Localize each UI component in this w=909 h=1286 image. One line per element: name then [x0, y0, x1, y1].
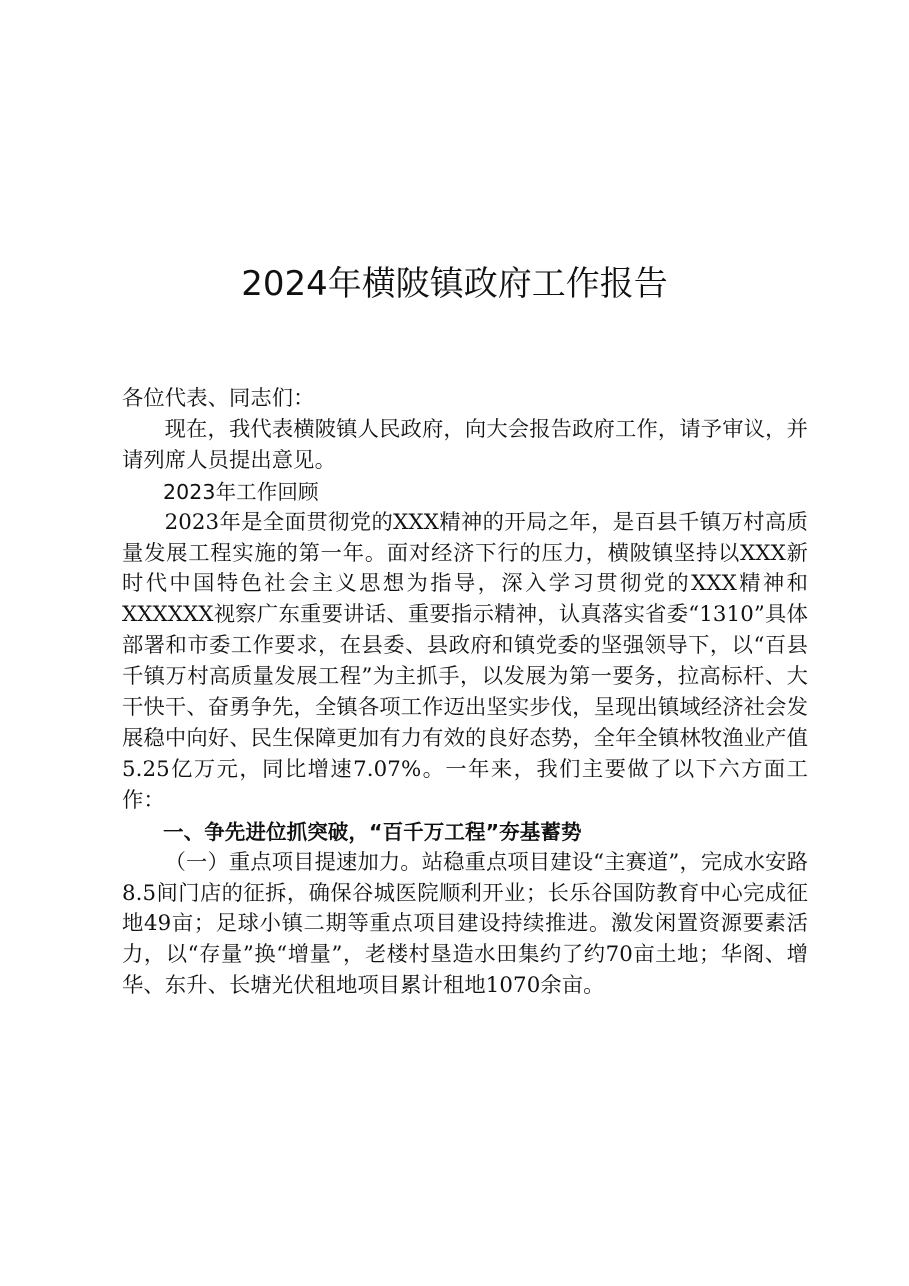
salutation: 各位代表、同志们：: [122, 386, 315, 411]
document-title: 2024年横陂镇政府工作报告: [241, 264, 668, 304]
review-paragraph: 2023年是全面贯彻党的XXX精神的开局之年，是百县千镇万村高质量发展工程实施的第一年。面对经济下行的压力，横陂镇坚持以XXX新时代中国特色社会主义思想为指导，深入学习贯彻党的XXX精神和XXXXXX视察广东重要讲话、重要指示精神，认真落实省委“1310”具体部署和市委工作要求，在县委、县政府和镇党委的坚强领导下，以“百县千镇万村高质量发展工程”为主抓手，以发展为第一要务，拉高标杆、大干快干、奋勇争先，全镇各项工作迈出坚实步伐，呈现出镇域经济社会发展稳中向好、民生保障更加有力有效的良好态势，全年全镇林牧渔业产值5.25亿万元，同比增速7.07%。一年来，我们主要做了以下六方面工作：: [122, 509, 808, 813]
intro-paragraph: 现在，我代表横陂镇人民政府，向大会报告政府工作，请予审议，并请列席人员提出意见。: [122, 416, 808, 473]
heading-one: 一、争先进位抓突破，“百千万工程”夯基蓄势: [163, 819, 582, 844]
item-one-paragraph: （一）重点项目提速加力。站稳重点项目建设“主赛道”，完成水安路8.5间门店的征拆，确保谷城医院顺利开业；长乐谷国防教育中心完成征地49亩；足球小镇二期等重点项目建设持续推进。激发闲置资源要素活力，以“存量”换“增量”，老楼村垦造水田集约了约70亩土地；华阁、增华、东升、长塘光伏租地项目累计租地1070余亩。: [122, 849, 808, 999]
document-body: [122, 384, 808, 1002]
section-review-title: 2023年工作回顾: [163, 479, 319, 504]
